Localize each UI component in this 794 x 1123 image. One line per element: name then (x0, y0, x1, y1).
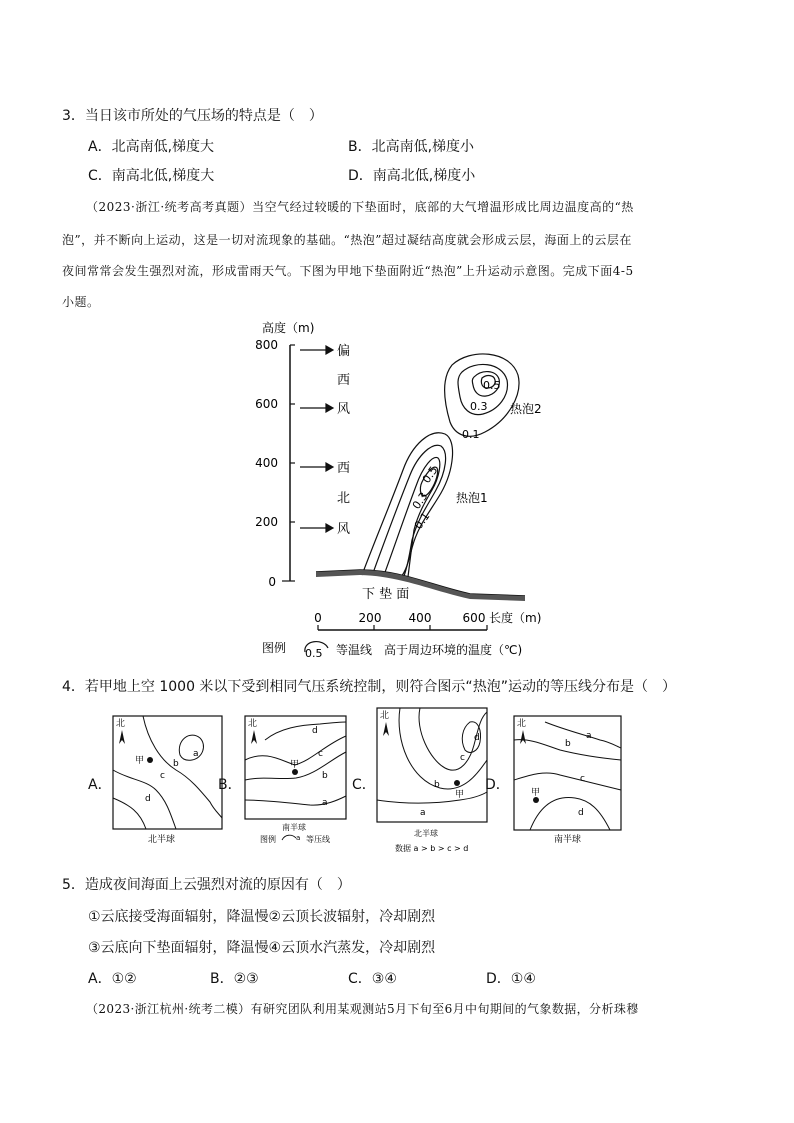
bubble2-label: 热泡2 (510, 402, 542, 416)
map-c-point-jia (454, 780, 460, 786)
map-a-letter-d: d (145, 794, 151, 804)
bubble1-isotherms (362, 433, 453, 578)
y-tick-800: 800 (255, 338, 278, 352)
map-c-note: 数据 a > b > c > d (395, 844, 469, 853)
map-b-letter-b: b (322, 771, 328, 781)
bubble1-label-03: 0.3 (409, 489, 431, 512)
q5-option-b: B．②③ (210, 971, 259, 987)
q4-stem: 4．若甲地上空 1000 米以下受到相同气压系统控制，则符合图示“热泡”运动的等压线分布是（ ） (62, 679, 676, 695)
map-b-north-label: 北 (248, 719, 258, 729)
q3-option-d: D．南高北低,梯度小 (348, 168, 476, 184)
map-b-jia-label: 甲 (290, 760, 300, 770)
map-b-letter-c: c (318, 749, 323, 759)
passage1-line2: 泡”，并不断向上运动，这是一切对流现象的基础。“热泡”超过凝结高度就会形成云层，海面上的云层在 (62, 233, 632, 247)
map-a-jia-label: 甲 (135, 756, 145, 766)
q5-line2: ③云底向下垫面辐射，降温慢④云顶水汽蒸发，冷却剧烈 (88, 940, 436, 956)
q5-stem: 5．造成夜间海面上云强烈对流的原因有（ ） (62, 877, 351, 893)
legend-label: 图例 (262, 641, 287, 655)
map-c-letter-d: d (474, 733, 480, 743)
map-d-letter-b: b (565, 739, 571, 749)
map-c-caption: 北半球 (414, 829, 438, 838)
q5-option-a: A．①② (88, 971, 137, 987)
map-b-legend-item: a (296, 834, 301, 842)
wind-char-3: 风 (337, 402, 351, 417)
map-a-north-label: 北 (116, 719, 126, 729)
y-axis-title: 高度（m) (262, 321, 315, 335)
map-b-north-arrow-icon (251, 730, 257, 744)
x-tick-600: 600 (462, 611, 486, 625)
wind-char-4: 西 (337, 461, 351, 476)
passage1-line3: 夜间常常会发生强烈对流，形成雷雨天气。下图为甲地下垫面附近“热泡”上升运动示意图。完成下面4-5 (62, 264, 634, 278)
map-b-legend-text: 等压线 (306, 835, 330, 844)
bubble1-label-01: 0.1 (411, 509, 433, 532)
bubble1-label-05: 0.5 (419, 463, 441, 486)
map-b-letter-d: d (312, 726, 318, 736)
wind-char-5: 北 (337, 491, 351, 506)
map-a-letter-b: b (173, 759, 179, 769)
map-c-letter-a: a (420, 808, 426, 818)
map-c-north-label: 北 (380, 711, 390, 721)
map-b-letter-a: a (322, 798, 328, 808)
q4-option-d: D． (485, 777, 510, 793)
map-b-caption: 南半球 (282, 823, 306, 832)
q3-stem: 3．当日该市所处的气压场的特点是（ ） (62, 108, 323, 124)
y-tick-600: 600 (255, 397, 278, 411)
y-tick-400: 400 (255, 456, 278, 470)
bubble2-label-05: 0.5 (483, 379, 501, 392)
map-a-caption: 北半球 (148, 835, 176, 845)
map-c-letter-c: c (460, 753, 465, 763)
x-axis-title: 长度（m) (489, 611, 542, 625)
map-a-north-arrow-icon (119, 730, 125, 744)
ground-surface (316, 570, 525, 601)
x-tick-400: 400 (408, 611, 432, 625)
wind-char-2: 西 (337, 373, 351, 388)
map-d-caption: 南半球 (554, 835, 582, 845)
map-c-letter-b: b (434, 780, 440, 790)
isobar-map-a (108, 712, 228, 852)
y-tick-0: 0 (268, 575, 276, 589)
q4-option-c: C． (352, 777, 376, 793)
isobar-map-d (510, 712, 626, 852)
bubble2-label-03: 0.3 (470, 400, 488, 413)
isobar-map-c (372, 704, 492, 856)
map-a-point-jia (147, 757, 153, 763)
map-d-north-arrow-icon (520, 730, 526, 744)
q5-option-c: C．③④ (348, 971, 397, 987)
map-a-letter-c: c (160, 771, 165, 781)
bubble2-label-01: 0.1 (462, 428, 480, 441)
q3-option-b: B．北高南低,梯度小 (348, 139, 475, 155)
map-b-legend-isobar-symbol (282, 835, 296, 840)
ground-label: 下 垫 面 (362, 587, 410, 602)
q5-line1: ①云底接受海面辐射，降温慢②云顶长波辐射，冷却剧烈 (88, 909, 436, 925)
passage1-line4: 小题。 (62, 295, 100, 309)
legend-text: 等温线 高于周边环境的温度（℃) (336, 643, 523, 657)
map-d-letter-d: d (578, 808, 584, 818)
map-c-jia-label: 甲 (455, 790, 465, 800)
q3-option-c: C．南高北低,梯度大 (88, 168, 215, 184)
map-d-north-label: 北 (517, 719, 527, 729)
q4-option-b: B． (218, 777, 242, 793)
map-c-north-arrow-icon (383, 722, 389, 736)
passage1-line1: （2023·浙江·统考高考真题）当空气经过较暖的下垫面时，底部的大气增温形成比周边温度高的“热 (86, 200, 634, 214)
map-a-letter-a: a (193, 749, 199, 759)
q5-option-d: D．①④ (486, 971, 536, 987)
q4-option-a: A． (88, 777, 112, 793)
wind-char-1: 偏 (337, 344, 351, 359)
wind-char-6: 风 (337, 522, 351, 537)
passage2-line: （2023·浙江杭州·统考二模）有研究团队利用某观测站5月下旬至6月中旬期间的气象数据，分析珠穆 (86, 1002, 639, 1016)
q3-option-a: A．北高南低,梯度大 (88, 139, 215, 155)
x-tick-200: 200 (358, 611, 382, 625)
isobar-map-b (242, 712, 354, 852)
map-d-letter-c: c (580, 774, 585, 784)
x-tick-0: 0 (314, 611, 322, 625)
heat-bubble-diagram (250, 315, 550, 665)
bubble1-label: 热泡1 (456, 491, 488, 505)
map-d-letter-a: a (586, 731, 592, 741)
map-b-legend-label: 图例 (260, 835, 276, 844)
map-d-jia-label: 甲 (531, 788, 541, 798)
legend-value: 0.5 (305, 647, 323, 660)
y-tick-200: 200 (255, 515, 278, 529)
bubble2-isotherms (445, 354, 519, 436)
